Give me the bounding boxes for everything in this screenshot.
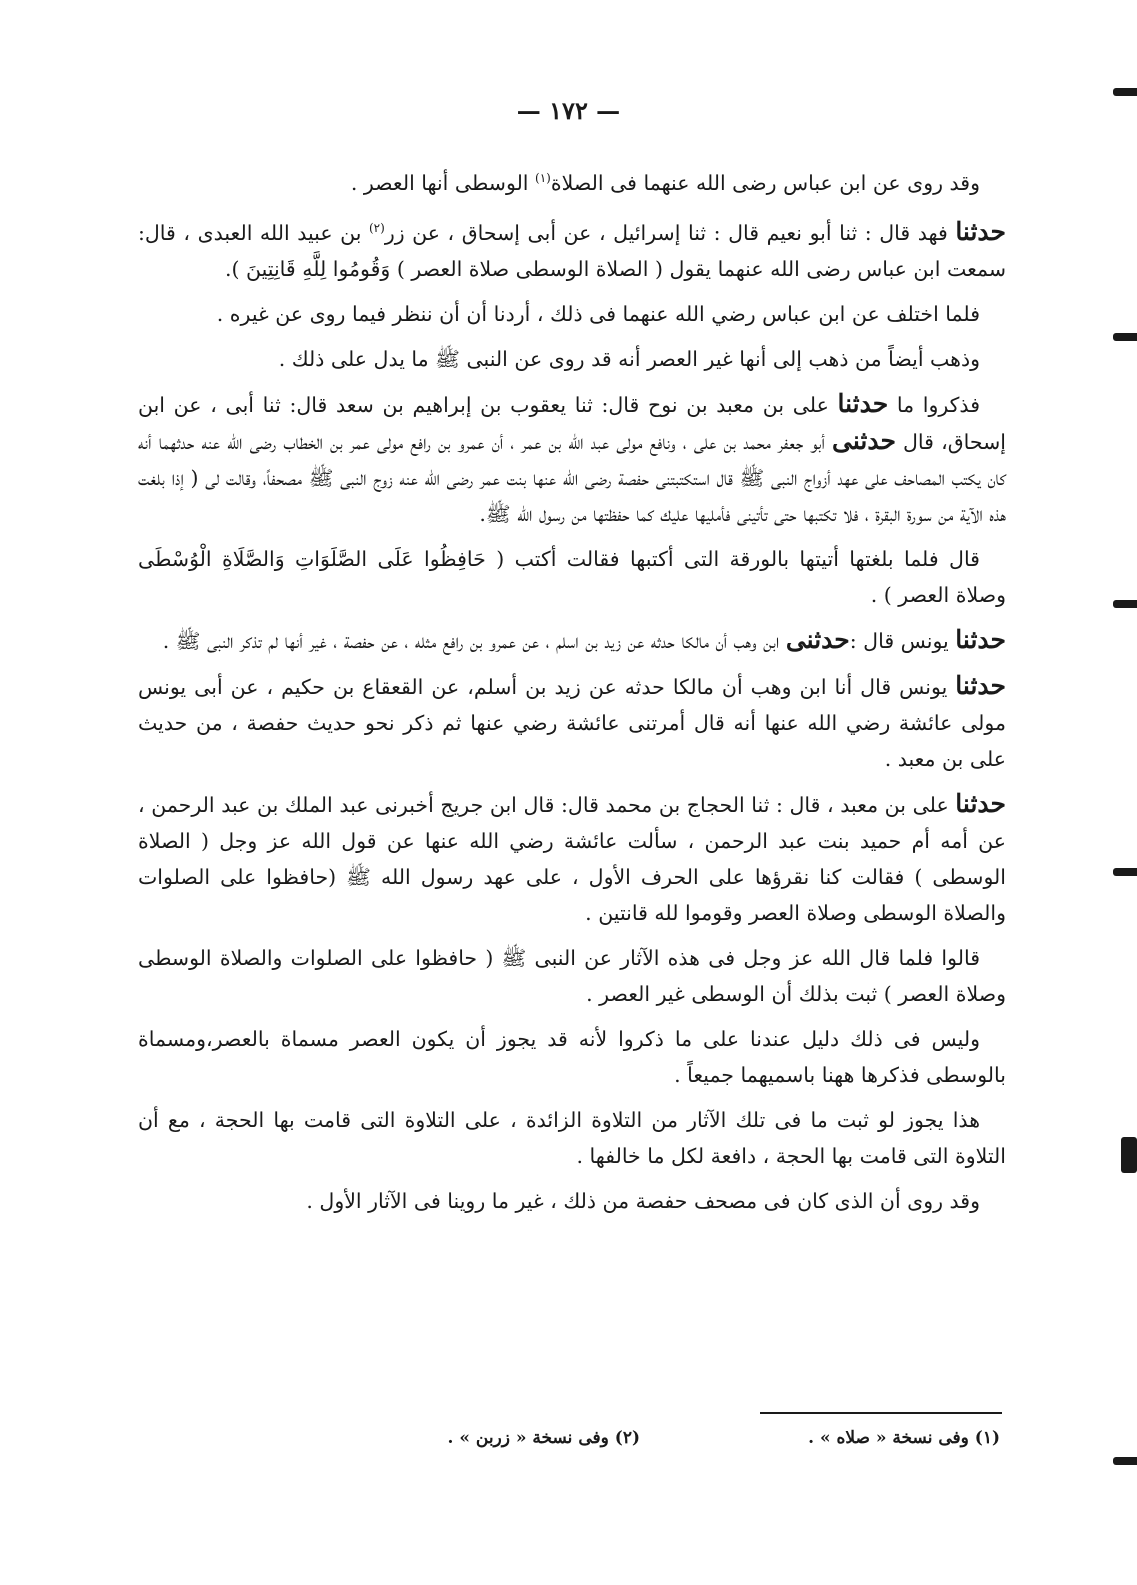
scan-edge-mark — [1113, 333, 1137, 341]
scan-edge-mark — [1113, 868, 1137, 876]
scan-edge-mark — [1113, 1457, 1137, 1465]
text-run: وليس فى ذلك دليل عندنا على ما ذكروا لأنه قد يجوز أن يكون العصر مسماة بالعصر،ومسماة بالوسطى فذكرها ههنا باسميهما جميعاً . — [138, 1026, 1006, 1087]
text-run: وقد روى عن ابن عباس رضى الله عنهما فى الصلاة — [550, 170, 980, 195]
text-run: بن عبيد الله العبدى ، قال: سمعت ابن عباس رضى الله عنهما يقول ( الصلاة الوسطى صلاة العصر ) وَقُومُوا لِلَّهِ قَانِتِينَ ). — [138, 220, 1006, 281]
scan-edge-mark — [1113, 88, 1137, 96]
hadith-keyword: حدثنا — [837, 388, 889, 418]
hadith-keyword: حدثنا — [955, 624, 1006, 654]
footnote-2: (٢) وفى نسخة « زربن » . — [447, 1428, 640, 1448]
text-run: هذا يجوز لو ثبت ما فى تلك الآثار من التلاوة الزائدة ، على التلاوة التى قامت بها الحجة ، مع أن التلاوة التى قامت بها الحجة ، دافعة لكل ما خالفها . — [138, 1107, 1006, 1168]
hadith-keyword: حدثنا — [955, 216, 1007, 246]
footnote-ref: (٢) — [368, 220, 385, 235]
paragraph — [138, 786, 1006, 931]
text-run: وقد روى أن الذى كان فى مصحف حفصة من ذلك ، غير ما روينا فى الآثار الأول . — [306, 1188, 980, 1213]
page-number: — ١٧٢ — — [516, 96, 621, 125]
text-run: فلما اختلف عن ابن عباس رضي الله عنهما فى ذلك ، أردنا أن أن ننظر فيما روى عن غيره . — [216, 301, 980, 326]
hadith-keyword: حدثنا — [955, 670, 1006, 700]
footnote-separator — [760, 1412, 1002, 1414]
paragraph — [138, 668, 1006, 777]
paragraph — [138, 210, 1006, 287]
hadith-keyword: حدثنى — [832, 425, 896, 455]
footnote-1: (١) وفى نسخة « صلاه » . — [808, 1428, 1000, 1448]
hadith-keyword: حدثنا — [955, 788, 1006, 818]
text-run: على بن معبد بن نوح قال: ثنا يعقوب بن إبراهيم بن سعد قال: ثنا أبى ، عن ابن إسحاق، قال — [138, 392, 1006, 454]
paragraph — [138, 386, 1006, 532]
text-run: الوسطى أنها العصر . — [350, 170, 536, 195]
paragraph — [138, 622, 1006, 659]
footnote-ref: (١) — [535, 171, 551, 185]
text-run: قال فلما بلغتها أتيتها بالورقة التى أكتبها فقالت أكتب ( حَافِظُوا عَلَى الصَّلَوَاتِ وَالصَّلَاةِ الْوُسْطَى وصلاة العصر ) . — [138, 546, 1006, 607]
text-run: ابن وهب أن مالكا حدثه عن زيد بن اسلم ، عن عمرو بن رافع مثله ، عن حفصة ، غير أنها لم تذكر النبى ﷺ . — [162, 628, 786, 653]
paragraph — [138, 541, 1006, 613]
scan-edge-mark — [1113, 600, 1137, 608]
paragraph — [138, 1183, 1006, 1219]
paragraph — [138, 160, 1006, 201]
text-run: وذهب أيضاً من ذهب إلى أنها غير العصر أنه قد روى عن النبى ﷺ ما يدل على ذلك . — [278, 346, 980, 371]
scan-edge-mark — [1121, 1137, 1137, 1173]
text-run: فهد قال : ثنا أبو نعيم قال : ثنا إسرائيل ، عن أبى إسحاق ، عن زر — [384, 220, 956, 245]
text-run: أبو جعفر محمد بن على ، ونافع مولى عبد الله بن عمر ، أن عمرو بن رافع مولى عمر بن الخطاب رضى الله عنه حدثهما أنه كان يكتب المصاحف على عهد أزواج النبى ﷺ قال استكتبتنى حفصة رضى الله عنها بنت عمر رضى الله عنه زوج النبى ﷺ مصحفاً، وقالت لى ( إذا بلغت هذه الآية من سورة البقرة ، فلا تكتبها حتى تأتينى فأمليها عليك كما حفظتها من رسول الله ﷺ. — [138, 429, 1006, 526]
text-run: يونس قال أنا ابن وهب أن مالكا حدثه عن زيد بن أسلم، عن القعقاع بن حكيم ، عن أبى يونس مولى عائشة رضي الله عنها أنه قال أمرتنى عائشة رضي عنها ثم ذكر نحو حديث حفصة ، من حديث على بن معبد . — [138, 674, 1006, 771]
paragraph — [138, 940, 1006, 1012]
text-run: يونس قال : — [849, 628, 956, 653]
hadith-keyword: حدثنى — [785, 624, 850, 654]
paragraph — [138, 296, 1006, 332]
text-run: على بن معبد ، قال : ثنا الحجاج بن محمد قال: قال ابن جريج أخبرنى عبد الملك بن عبد الرحمن ، عن أمه أم حميد بنت عبد الرحمن ، سألت عائشة رضي الله عنها عن قول الله عز وجل ( الصلاة الوسطى ) فقالت كنا نقرؤها على الحرف الأول ، على عهد رسول الله ﷺ (حافظوا على الصلوات والصلاة الوسطى وصلاة العصر وقوموا لله قانتين . — [138, 792, 1006, 925]
text-run: قالوا فلما قال الله عز وجل فى هذه الآثار عن النبى ﷺ ( حافظوا على الصلوات والصلاة الوسطى وصلاة العصر ) ثبت بذلك أن الوسطى غير العصر . — [138, 945, 1006, 1006]
paragraph — [138, 341, 1006, 377]
paragraph — [138, 1102, 1006, 1174]
paragraph — [138, 1021, 1006, 1093]
text-run: فذكروا ما — [888, 392, 980, 417]
body-text — [138, 160, 1006, 1228]
